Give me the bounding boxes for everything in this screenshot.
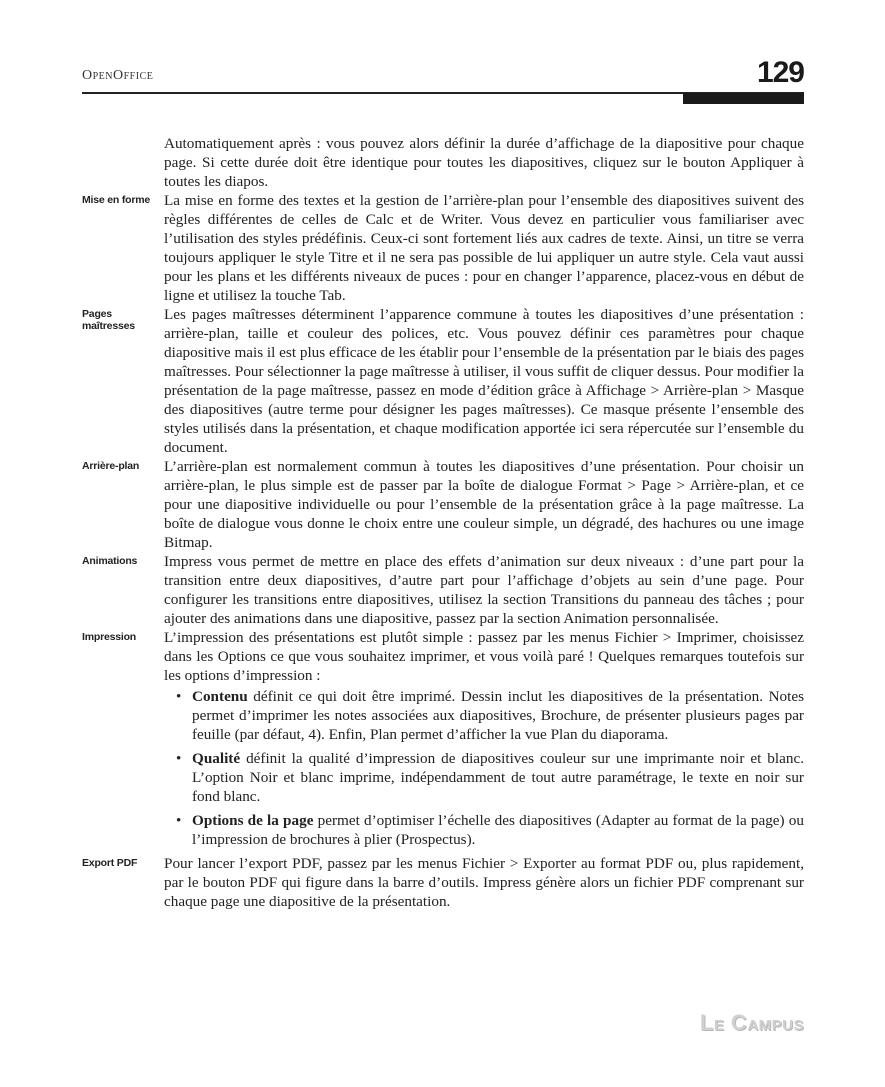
margin-label: Pages maîtresses [82,308,135,332]
paragraph [82,552,804,628]
paragraph [82,854,804,911]
paragraph-text: L’arrière-plan est normalement commun à toutes les diapositives d’une présentation. Pour choisir un arrière-plan, le plus simple est de passer par la boîte de dialogue Format > Page > Arrière-plan, et ce pour une diapositive individuelle ou pour l’ensemble de la présentation grâce à la page maîtresse. La boîte de dialogue vous donne le choix entre une couleur simple, un dégradé, des hachures ou une image Bitmap. [164,458,804,551]
paragraph-text: Automatiquement après : vous pouvez alors définir la durée d’affichage de la diapositive pour chaque page. Si cette durée doit être identique pour toutes les diapositives, cliquez sur le bouton Appliquer à toutes les diapos. [164,135,804,190]
paragraph [82,305,804,457]
paragraph [82,628,804,685]
paragraph [82,457,804,552]
page-header [82,58,804,94]
header-tab-bar [683,93,804,104]
margin-label: Arrière-plan [82,460,140,472]
page-number: 129 [756,56,804,89]
list-term: Options de la page [192,812,314,829]
paragraph-text: La mise en forme des textes et la gestion de l’arrière-plan pour l’ensemble des diapositives suivent des règles différentes de celles de Calc et de Writer. Vous devez en particulier vous familiariser avec l’utilisation des styles prédéfinis. Ceux-ci sont fortement liés aux cadres de texte. Ainsi, un titre se verra toujours appliquer le style Titre et il ne sera pas possible de lui appliquer un autre style. Cela vaut aussi pour les plans et les différents niveaux de puces : pour en changer l’apparence, placez-vous en début de ligne et utilisez la touche Tab. [164,192,804,304]
list-item [192,687,804,744]
list-term: Contenu [192,688,248,705]
body-text [82,134,804,911]
paragraph-text: Impress vous permet de mettre en place des effets d’animation sur deux niveaux : d’une part pour la transition entre deux diapositives, d’autre part pour l’affichage d’objets au sein d’une page. Pour configurer les transitions entre diapositives, utilisez la section Transitions du panneau des tâches ; pour ajouter des animations dans une diapositive, passez par la section Animation personnalisée. [164,553,804,627]
list-item [192,749,804,806]
options-list [164,687,804,849]
list-text: définit la qualité d’impression de diapositives couleur sur une imprimante noir et blanc. L’option Noir et blanc imprime, indépendamment de tout autre paramétrage, le texte en noir sur fond blanc. [192,750,804,805]
margin-label: Export PDF [82,857,138,869]
publisher-logo: Le Campus [699,1010,804,1035]
list-item [192,811,804,849]
list-text: définit ce qui doit être imprimé. Dessin inclut les diapositives de la présentation. Notes permet d’imprimer les notes associées aux diapositives, Brochure, de présenter plusieurs pages par feuille (par défaut, 4). Enfin, Plan permet d’afficher la vue Plan du diaporama. [192,688,804,743]
paragraph-text: Pour lancer l’export PDF, passez par les menus Fichier > Exporter au format PDF ou, plus rapidement, par le bouton PDF qui figure dans la barre d’outils. Impress génère alors un fichier PDF comprenant sur chaque page une diapositive de la présentation. [164,855,804,910]
margin-label: Animations [82,555,138,567]
paragraph-text: Les pages maîtresses déterminent l’apparence commune à toutes les diapositives d’une présentation : arrière-plan, taille et couleur des polices, etc. Vous pouvez définir ces paramètres pour chaque diapositive mais il est plus efficace de les établir pour l’ensemble de la présentation par le biais des pages maîtresses. Pour sélectionner la page maîtresse à utiliser, il vous suffit de cliquer dessus. Pour modifier la présentation de la page maîtresse, passez en mode d’édition grâce à Affichage > Arrière-plan > Masque des diapositives (autre terme pour désigner les pages maîtresses). Ce masque présente l’ensemble des styles utilisés dans la présentation, et chaque modification apportée ici sera répercutée sur l’ensemble du document. [164,306,804,456]
paragraph [82,191,804,305]
paragraph [164,134,804,191]
list-term: Qualité [192,750,241,767]
running-title: OpenOffice [82,68,154,83]
list-text: permet d’optimiser l’échelle des diapositives (Adapter au format de la page) ou l’impression de brochures à plier (Prospectus). [192,812,804,848]
margin-label: Impression [82,631,137,643]
margin-label: Mise en forme [82,194,151,206]
paragraph-text: L’impression des présentations est plutôt simple : passez par les menus Fichier > Imprimer, choisissez dans les Options ce que vous souhaitez imprimer, et vous voilà paré ! Quelques remarques toutefois sur les options d’impression : [164,629,804,684]
